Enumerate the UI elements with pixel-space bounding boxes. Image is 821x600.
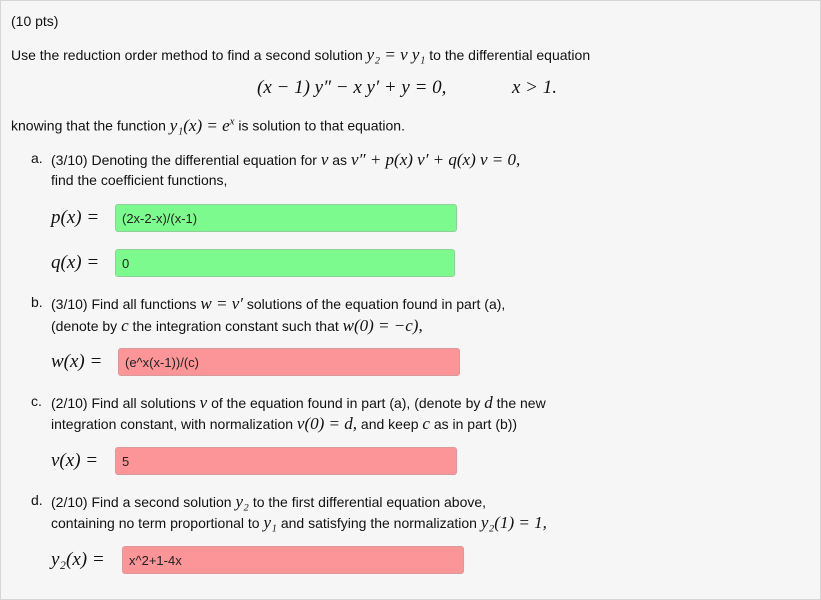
intro-line-1 [11,45,590,65]
q-label: q(x) = [51,252,100,273]
part-b-label: b. [31,294,43,310]
part-d-line-2: containing no term proportional to y₁ and satisfying the normalization y₂(1) = 1, [51,513,547,532]
known-solution-math: $y_1(x) = e^x$ [169,115,235,135]
part-d-line-1: (2/10) Find a second solution y₂ to the first differential equation above, [51,492,487,511]
known-solution-tail: is solution to that equation. [238,117,405,134]
part-b-line-1: (3/10) Find all functions w = v′ solutions of the equation found in part (a), [51,294,506,313]
points-label: (10 pts) [11,13,59,29]
part-c-line-2: integration constant, with normalization v(0) = d, and keep c as in part (b)) [51,414,518,433]
y2-answer-input[interactable] [122,546,464,574]
w-answer-input[interactable] [118,348,460,376]
part-b-line-2: (denote by c the integration constant such that w(0) = −c), [51,316,423,335]
p-label: p(x) = [51,207,100,228]
q-answer-input[interactable] [115,249,455,277]
known-solution-text: knowing that the function [11,117,166,134]
part-a-line-2: find the coefficient functions, [51,172,228,188]
part-a-label: a. [31,150,43,166]
part-c-line-1: (2/10) Find all solutions v of the equation found in part (a), (denote by d the new [51,393,546,412]
equation-condition: x > 1. [512,77,558,98]
v-answer-input[interactable] [115,447,457,475]
part-a-line-1: (3/10) Denoting the differential equation for v as v″ + p(x) v′ + q(x) v = 0, [51,150,521,169]
part-c-label: c. [31,393,42,409]
intro-line-2 [11,115,405,136]
intro-tail: to the differential equation [429,47,591,63]
w-label: w(x) = [51,351,103,372]
part-d-label: d. [31,492,43,508]
p-answer-input[interactable] [115,204,457,232]
intro-text: Use the reduction order method to find a second solution [11,47,363,63]
main-equation: (x − 1) y″ − x y′ + y = 0, [257,77,447,98]
intro-math: y₂ = v y₁ [366,45,426,64]
y2-label: y₂(x) = [51,549,105,570]
v-label: v(x) = [51,450,99,471]
